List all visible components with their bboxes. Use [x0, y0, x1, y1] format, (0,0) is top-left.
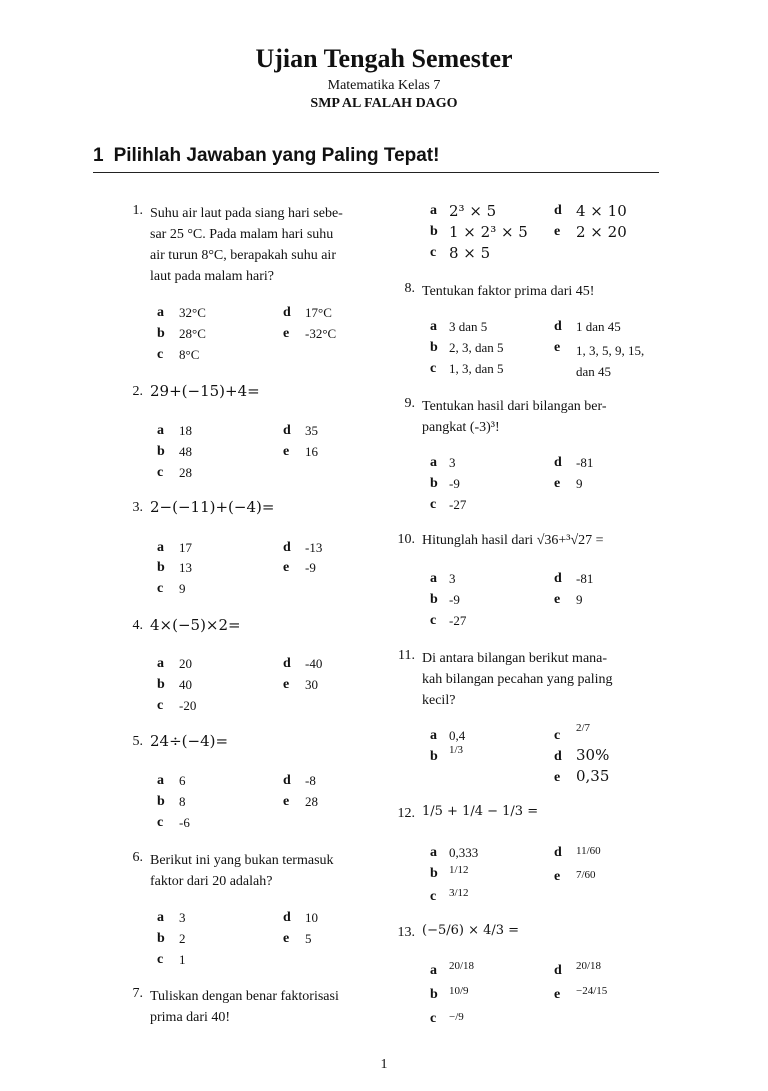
option-label: c [157, 698, 164, 713]
document-subtitle: Matematika Kelas 7 [327, 78, 441, 93]
question-line: Tuliskan dengan benar faktorisasi [150, 989, 339, 1004]
option-value: -32°C [305, 326, 337, 341]
question-number: 12. [397, 806, 415, 821]
option-value: 32°C [179, 305, 206, 320]
option-value: 3/12 [449, 887, 469, 899]
option-label: b [430, 866, 438, 881]
option-label: c [430, 497, 437, 512]
option-value: 1/3 [449, 744, 464, 756]
option-value: 16 [305, 444, 318, 459]
option-value: 2 × 20 [576, 223, 627, 241]
option-value: 1 × 2³ × 5 [449, 223, 528, 241]
question-number: 13. [397, 925, 415, 940]
question-text [150, 850, 388, 892]
option-label: b [430, 987, 438, 1002]
option-value: 1, 3, 5, 9, 15, dan 45 [576, 343, 645, 379]
option-value: 8°C [179, 347, 200, 362]
option-label: b [157, 677, 165, 692]
question-number: 2. [132, 384, 143, 399]
option-label: c [157, 465, 164, 480]
option-label: c [430, 613, 437, 628]
question-number: 8. [404, 281, 415, 296]
option-value: 0,333 [449, 845, 479, 860]
option-value: -6 [179, 815, 190, 830]
option-value: -81 [576, 455, 594, 470]
option-value: 17 [179, 540, 192, 555]
option-label: c [157, 952, 164, 967]
question-number: 7. [132, 986, 143, 1001]
option-value: 11/60 [576, 845, 601, 857]
option-value: 3 [179, 910, 186, 925]
question-expression: 1/5 + 1/4 − 1/3 = [422, 804, 539, 819]
question-number: 9. [404, 396, 415, 411]
question-text: Hitunglah hasil dari √36+³√27 = [422, 533, 604, 548]
option-value: 1 dan 45 [576, 319, 621, 334]
option-label: d [283, 540, 291, 555]
option-label: e [554, 476, 561, 491]
option-label: d [554, 203, 562, 218]
option-label: b [157, 560, 165, 575]
option-value: 2³ × 5 [449, 202, 497, 220]
question-line: kah bilangan pecahan yang paling [422, 672, 613, 687]
option-value: 9 [576, 592, 583, 607]
section-heading [93, 145, 439, 167]
option-label: c [157, 347, 164, 362]
question-text: Tentukan faktor prima dari 45! [422, 284, 595, 299]
option-label: e [283, 677, 290, 692]
option-label: c [554, 728, 561, 743]
option-value: 35 [305, 423, 318, 438]
question-line: Tentukan hasil dari bilangan ber- [422, 399, 607, 414]
option-label: b [430, 749, 438, 764]
question-line: laut pada malam hari? [150, 269, 274, 284]
question-text [150, 986, 388, 1028]
option-value: 3 dan 5 [449, 319, 488, 334]
question-number: 10. [397, 532, 415, 547]
option-label: a [157, 540, 164, 555]
option-value: 3 [449, 455, 456, 470]
option-label: e [283, 931, 290, 946]
option-label: c [430, 245, 437, 260]
option-label: d [554, 571, 562, 586]
option-label: e [283, 326, 290, 341]
option-value: 6 [179, 773, 186, 788]
option-label: d [554, 455, 562, 470]
option-label: d [283, 423, 291, 438]
question-line: Di antara bilangan berikut mana- [422, 651, 608, 666]
option-label: c [157, 581, 164, 596]
option-label: c [430, 361, 437, 376]
option-label: e [554, 770, 561, 785]
option-label: d [283, 773, 291, 788]
section-number: 1 [93, 145, 104, 166]
option-label: b [430, 340, 438, 355]
option-value: 8 × 5 [449, 244, 491, 262]
option-label: a [157, 773, 164, 788]
section-rule [93, 172, 659, 173]
option-value: 8 [179, 794, 186, 809]
option-value: 40 [179, 677, 192, 692]
question-number: 6. [132, 850, 143, 865]
option-label: c [430, 889, 437, 904]
question-line: pangkat (-3)³! [422, 420, 500, 435]
option-value: -9 [449, 476, 460, 491]
option-label: a [157, 305, 164, 320]
section-title: Pilihlah Jawaban yang Paling Tepat! [113, 145, 440, 166]
option-value: −24/15 [576, 985, 608, 997]
option-value: 7/60 [576, 869, 596, 881]
page-number: 1 [380, 1057, 388, 1072]
option-label: e [554, 340, 561, 355]
option-value: 2, 3, dan 5 [449, 340, 504, 355]
option-value: 20/18 [576, 960, 602, 972]
option-value: 30% [576, 746, 610, 764]
option-label: a [430, 963, 437, 978]
option-label: c [430, 1011, 437, 1026]
option-value: 4 × 10 [576, 202, 627, 220]
option-value: 20 [179, 656, 192, 671]
option-value: 2/7 [576, 722, 591, 734]
option-value: 1 [179, 952, 186, 967]
question-text [150, 203, 388, 287]
option-label: d [283, 910, 291, 925]
option-value: 48 [179, 444, 192, 459]
option-value: 9 [179, 581, 186, 596]
option-label: b [157, 931, 165, 946]
question-line: faktor dari 20 adalah? [150, 874, 273, 889]
question-expression: 2−(−11)+(−4)= [150, 498, 275, 516]
option-value: 30 [305, 677, 318, 692]
question-number: 3. [132, 500, 143, 515]
option-value: 28°C [179, 326, 206, 341]
option-label: d [283, 305, 291, 320]
option-label: e [283, 560, 290, 575]
question-line: Suhu air laut pada siang hari sebe- [150, 206, 343, 221]
question-line: kecil? [422, 693, 456, 708]
option-value: −/9 [449, 1011, 464, 1023]
question-expression: 4×(−5)×2= [150, 616, 241, 634]
option-value: 17°C [305, 305, 332, 320]
document-title: Ujian Tengah Semester [255, 44, 513, 73]
question-number: 1. [132, 203, 143, 218]
option-value: 3 [449, 571, 456, 586]
option-label: b [157, 326, 165, 341]
option-value: -81 [576, 571, 594, 586]
option-label: e [283, 444, 290, 459]
option-label: a [430, 728, 437, 743]
option-value: -9 [449, 592, 460, 607]
option-value: 5 [305, 931, 312, 946]
school-name: SMP AL FALAH DAGO [310, 96, 458, 111]
question-number: 4. [132, 618, 143, 633]
question-number: 5. [132, 734, 143, 749]
option-label: a [157, 423, 164, 438]
option-value: 1, 3, dan 5 [449, 361, 504, 376]
question-text [422, 396, 660, 438]
option-label: e [554, 592, 561, 607]
option-label: a [430, 845, 437, 860]
option-label: e [283, 794, 290, 809]
option-label: b [430, 592, 438, 607]
option-label: e [554, 987, 561, 1002]
option-label: e [554, 869, 561, 884]
option-value: 18 [179, 423, 192, 438]
option-label: d [554, 749, 562, 764]
option-label: d [554, 963, 562, 978]
option-label: a [430, 319, 437, 334]
option-value: -27 [449, 497, 467, 512]
option-label: c [157, 815, 164, 830]
option-label: a [430, 571, 437, 586]
option-label: d [554, 845, 562, 860]
option-value: 28 [179, 465, 192, 480]
question-line: Berikut ini yang bukan termasuk [150, 853, 334, 868]
option-value: 10/9 [449, 985, 469, 997]
option-label: d [554, 319, 562, 334]
option-label: a [430, 455, 437, 470]
option-value: -13 [305, 540, 323, 555]
option-value: 10 [305, 910, 318, 925]
option-label: a [430, 203, 437, 218]
option-value: 2 [179, 931, 186, 946]
option-label: b [430, 224, 438, 239]
option-label: a [157, 656, 164, 671]
question-expression: 29+(−15)+4= [150, 382, 260, 400]
option-label: d [283, 656, 291, 671]
option-label: b [157, 444, 165, 459]
option-value: -8 [305, 773, 316, 788]
question-line: sar 25 °C. Pada malam hari suhu [150, 227, 334, 242]
option-value: -40 [305, 656, 323, 671]
option-value: 9 [576, 476, 583, 491]
option-value: 13 [179, 560, 192, 575]
option-value: 28 [305, 794, 318, 809]
question-line: prima dari 40! [150, 1010, 231, 1025]
option-value: 0,35 [576, 767, 610, 785]
option-label: b [430, 476, 438, 491]
question-number: 11. [398, 648, 415, 663]
option-label: b [157, 794, 165, 809]
option-value: 0,4 [449, 728, 466, 743]
option-label: a [157, 910, 164, 925]
question-expression: 24÷(−4)= [150, 732, 229, 750]
question-line: air turun 8°C, berapakah suhu air [150, 248, 336, 263]
option-value: -27 [449, 613, 467, 628]
question-expression: (−5/6) × 4/3 = [422, 923, 520, 938]
option-label: e [554, 224, 561, 239]
option-value: -20 [179, 698, 197, 713]
option-value: 20/18 [449, 960, 475, 972]
option-value: 1/12 [449, 864, 469, 876]
option-value: -9 [305, 560, 316, 575]
question-text [422, 648, 660, 711]
